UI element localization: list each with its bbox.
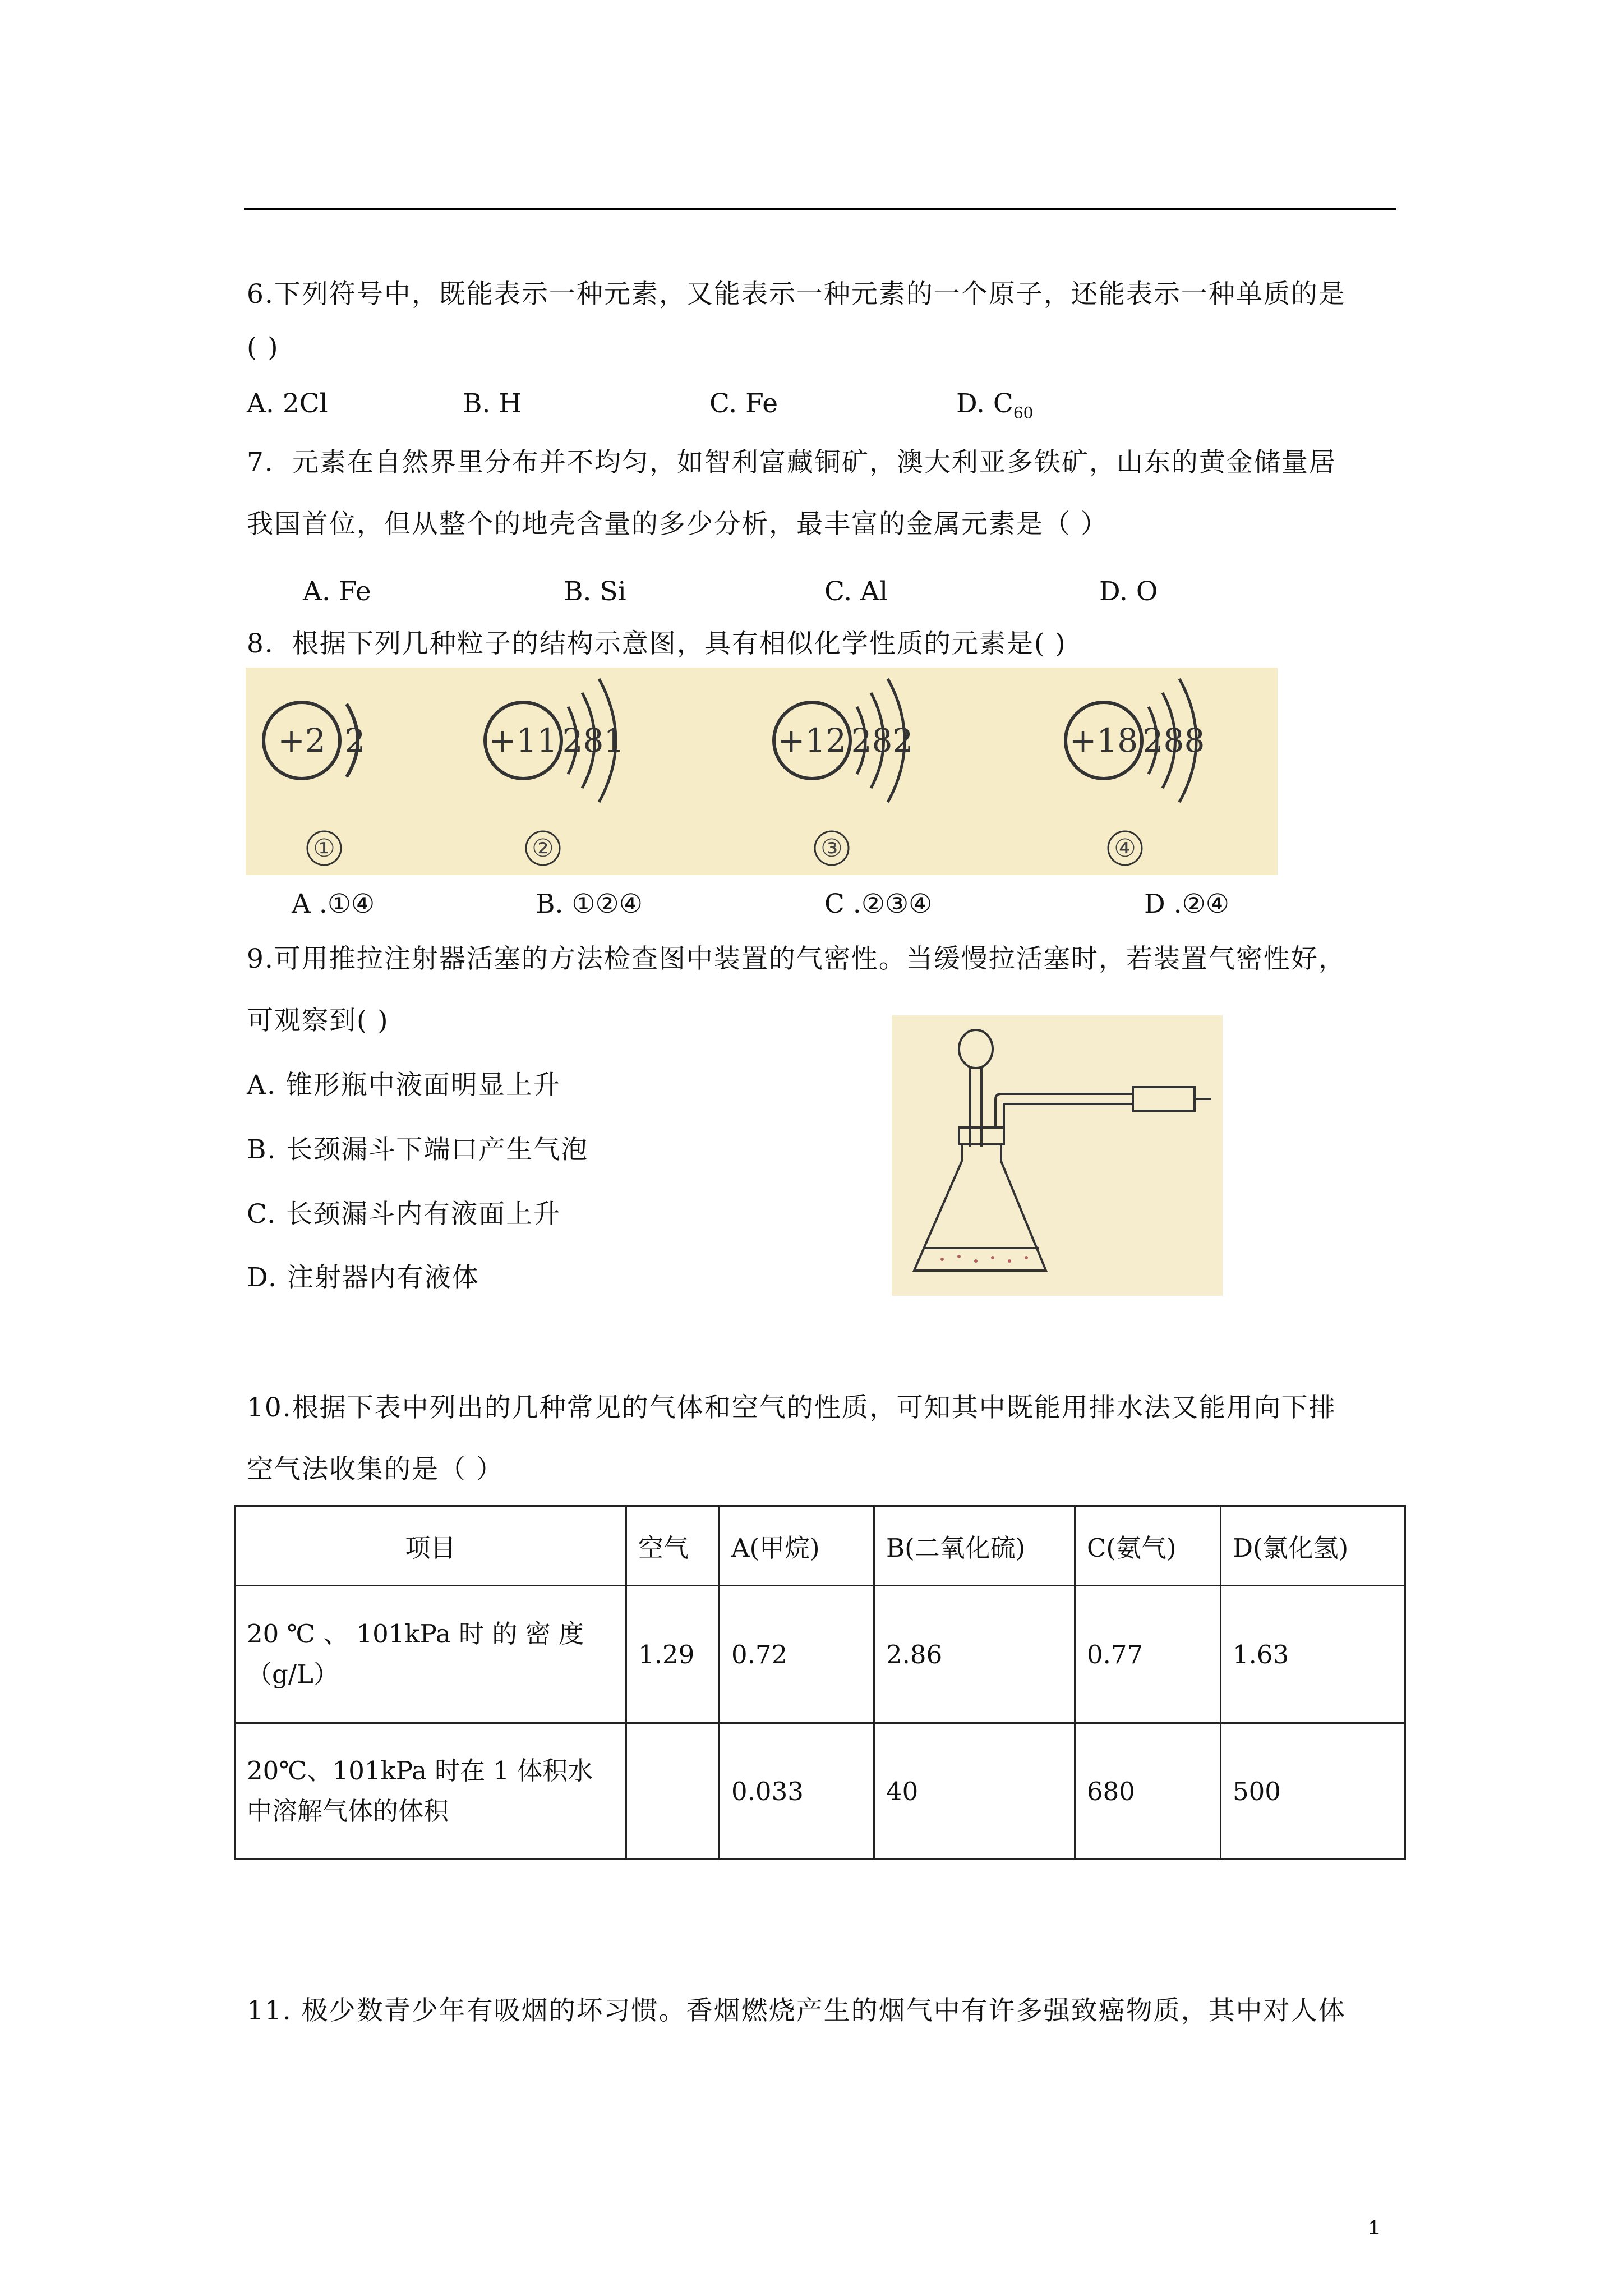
- table-cell: 0.77: [1075, 1586, 1221, 1723]
- syringe-barrel: [1133, 1087, 1195, 1111]
- table-cell: 2.86: [874, 1586, 1075, 1723]
- shells-2: 281: [562, 721, 625, 760]
- delivery-tube: [995, 1094, 1133, 1128]
- airtightness-apparatus-figure: [892, 1015, 1223, 1296]
- q6-option-d: D. $C_{60}$: [956, 388, 1034, 422]
- q6-option-a: A. 2Cl: [247, 388, 328, 419]
- q7-line2: 我国首位，但从整个的地壳含量的多少分析，最丰富的金属元素是（ ）: [247, 509, 1108, 540]
- table-header: C(氨气): [1075, 1506, 1221, 1586]
- q6-paren: ( ): [247, 332, 279, 363]
- page-number: 1: [1368, 2216, 1380, 2239]
- q8-option-c: C .②③④: [824, 889, 933, 919]
- table-cell: 1.29: [626, 1586, 720, 1723]
- q6-option-b: B. H: [463, 388, 522, 419]
- q7-option-a: A. Fe: [303, 576, 371, 607]
- q9-option-d: D. 注射器内有液体: [247, 1262, 479, 1293]
- table-cell: 40: [874, 1723, 1075, 1860]
- table-cell: 0.033: [720, 1723, 874, 1860]
- table-row: [235, 1723, 1405, 1860]
- q8-stem: 8．根据下列几种粒子的结构示意图，具有相似化学性质的元素是( ): [247, 628, 1067, 659]
- gas-properties-table: [234, 1505, 1406, 1860]
- q7-option-c: C. Al: [824, 576, 888, 607]
- nucleus-4: +18: [1069, 721, 1138, 760]
- row-label: 20 ℃ 、 101kPa 时 的 密 度 （g/L）: [235, 1586, 626, 1723]
- q8-option-b: B. ①②④: [536, 889, 643, 919]
- nucleus-3: +12: [777, 721, 847, 760]
- table-cell: 680: [1075, 1723, 1221, 1860]
- q9-option-c: C. 长颈漏斗内有液面上升: [247, 1199, 561, 1230]
- table-header-row: [235, 1506, 1405, 1586]
- q6-option-c: C. Fe: [709, 388, 778, 419]
- particle-structure-figure: [246, 668, 1278, 875]
- q7-line1: 7．元素在自然界里分布并不均匀，如智利富藏铜矿，澳大利亚多铁矿，山东的黄金储量居: [247, 447, 1336, 478]
- funnel-bulb: [959, 1030, 993, 1068]
- q9-option-b: B. 长颈漏斗下端口产生气泡: [247, 1134, 589, 1165]
- particle-diagrams: [246, 668, 1278, 875]
- table-cell: 1.63: [1221, 1586, 1405, 1723]
- q10-line2: 空气法收集的是（ ）: [247, 1454, 504, 1485]
- nucleus-1: +2: [278, 721, 326, 760]
- funnel-stem: [970, 1067, 981, 1147]
- table-row: [235, 1586, 1405, 1723]
- table-header: B(二氧化硫): [874, 1506, 1075, 1586]
- table-header: 项目: [235, 1506, 626, 1586]
- q8-option-d: D .②④: [1144, 889, 1229, 919]
- particle-label-3: ③: [820, 834, 843, 863]
- q6-stem: 6.下列符号中，既能表示一种元素，又能表示一种元素的一个原子，还能表示一种单质的是: [247, 279, 1346, 310]
- q11-line1: 11. 极少数青少年有吸烟的坏习惯。香烟燃烧产生的烟气中有许多强致癌物质，其中对人体: [247, 1995, 1346, 2026]
- shells-3: 282: [851, 721, 914, 760]
- table-header: D(氯化氢): [1221, 1506, 1405, 1586]
- row-label: 20℃、101kPa 时在 1 体积水 中溶解气体的体积: [235, 1723, 626, 1860]
- q9-option-a: A. 锥形瓶中液面明显上升: [247, 1070, 561, 1101]
- particle-label-1: ①: [313, 834, 335, 863]
- table-cell: 0.72: [720, 1586, 874, 1723]
- conical-flask: [914, 1144, 1046, 1271]
- q10-line1: 10.根据下表中列出的几种常见的气体和空气的性质，可知其中既能用排水法又能用向下排: [247, 1392, 1336, 1423]
- q7-option-d: D. O: [1099, 576, 1158, 607]
- q9-line2: 可观察到( ): [247, 1005, 389, 1036]
- flask-funnel-syringe-drawing: [892, 1015, 1223, 1296]
- q9-line1: 9.可用推拉注射器活塞的方法检查图中装置的气密性。当缓慢拉活塞时，若装置气密性好，: [247, 944, 1346, 974]
- table-header: 空气: [626, 1506, 720, 1586]
- shells-1: 2: [344, 721, 366, 760]
- table-cell: 500: [1221, 1723, 1405, 1860]
- particle-label-4: ④: [1114, 834, 1136, 863]
- table-cell: [626, 1723, 720, 1860]
- shells-4: 288: [1142, 721, 1205, 760]
- q8-option-a: A .①④: [292, 889, 375, 919]
- q7-option-b: B. Si: [564, 576, 626, 607]
- table-header: A(甲烷): [720, 1506, 874, 1586]
- nucleus-2: +11: [488, 721, 558, 760]
- header-rule: [244, 208, 1396, 210]
- particle-label-2: ②: [532, 834, 554, 863]
